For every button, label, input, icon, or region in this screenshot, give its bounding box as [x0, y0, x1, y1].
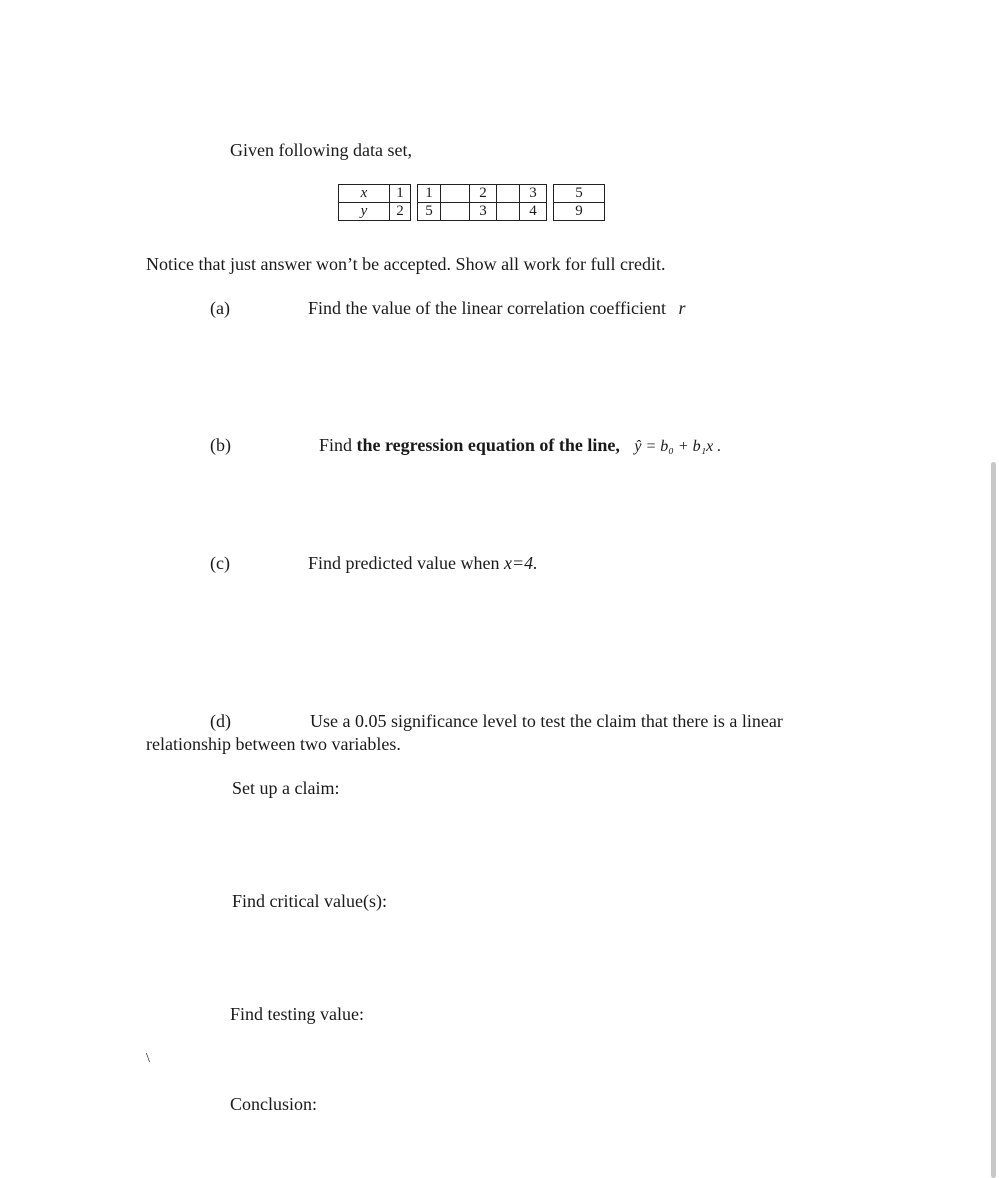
claim-label: Set up a claim: — [232, 778, 340, 798]
conclusion-label: Conclusion: — [230, 1094, 318, 1114]
x-cell: 1 — [390, 185, 411, 203]
x-cell: 5 — [554, 185, 605, 203]
x-cell: 2 — [470, 185, 497, 203]
data-table — [338, 184, 605, 221]
table-row-y — [339, 203, 605, 221]
y-cell: 4 — [520, 203, 547, 221]
part-a-label: (a) — [210, 298, 230, 318]
part-c-text: Find predicted value when x=4. — [308, 553, 538, 573]
testing-value-label: Find testing value: — [230, 1004, 364, 1024]
part-d-label: (d) — [210, 711, 231, 731]
x-cell: 1 — [418, 185, 441, 203]
y-label: y — [339, 203, 390, 221]
scrollbar-thumb[interactable] — [991, 462, 996, 1178]
part-d-text-line1: Use a 0.05 significance level to test the claim that there is a linear — [310, 711, 783, 731]
part-a-text: Find the value of the linear correlation coefficient r — [308, 298, 686, 318]
part-d-text-line2: relationship between two variables. — [146, 734, 401, 754]
r-symbol: r — [678, 298, 686, 318]
part-b-label: (b) — [210, 435, 231, 455]
critical-value-label: Find critical value(s): — [232, 891, 387, 911]
x-cell: 3 — [520, 185, 547, 203]
x-label: x — [339, 185, 390, 203]
part-b-text: Find the regression equation of the line, ŷ = b₀ + b₁x . — [319, 435, 722, 455]
notice-text: Notice that just answer won’t be accepted. Show all work for full credit. — [146, 254, 666, 274]
stray-backslash: \ — [146, 1051, 150, 1066]
part-c-label: (c) — [210, 553, 230, 573]
y-cell: 9 — [554, 203, 605, 221]
y-cell: 5 — [418, 203, 441, 221]
y-cell: 3 — [470, 203, 497, 221]
table-row-x — [339, 185, 605, 203]
y-cell: 2 — [390, 203, 411, 221]
intro-text: Given following data set, — [230, 140, 412, 160]
regression-equation: ŷ = b₀ + b₁x . — [634, 438, 722, 455]
